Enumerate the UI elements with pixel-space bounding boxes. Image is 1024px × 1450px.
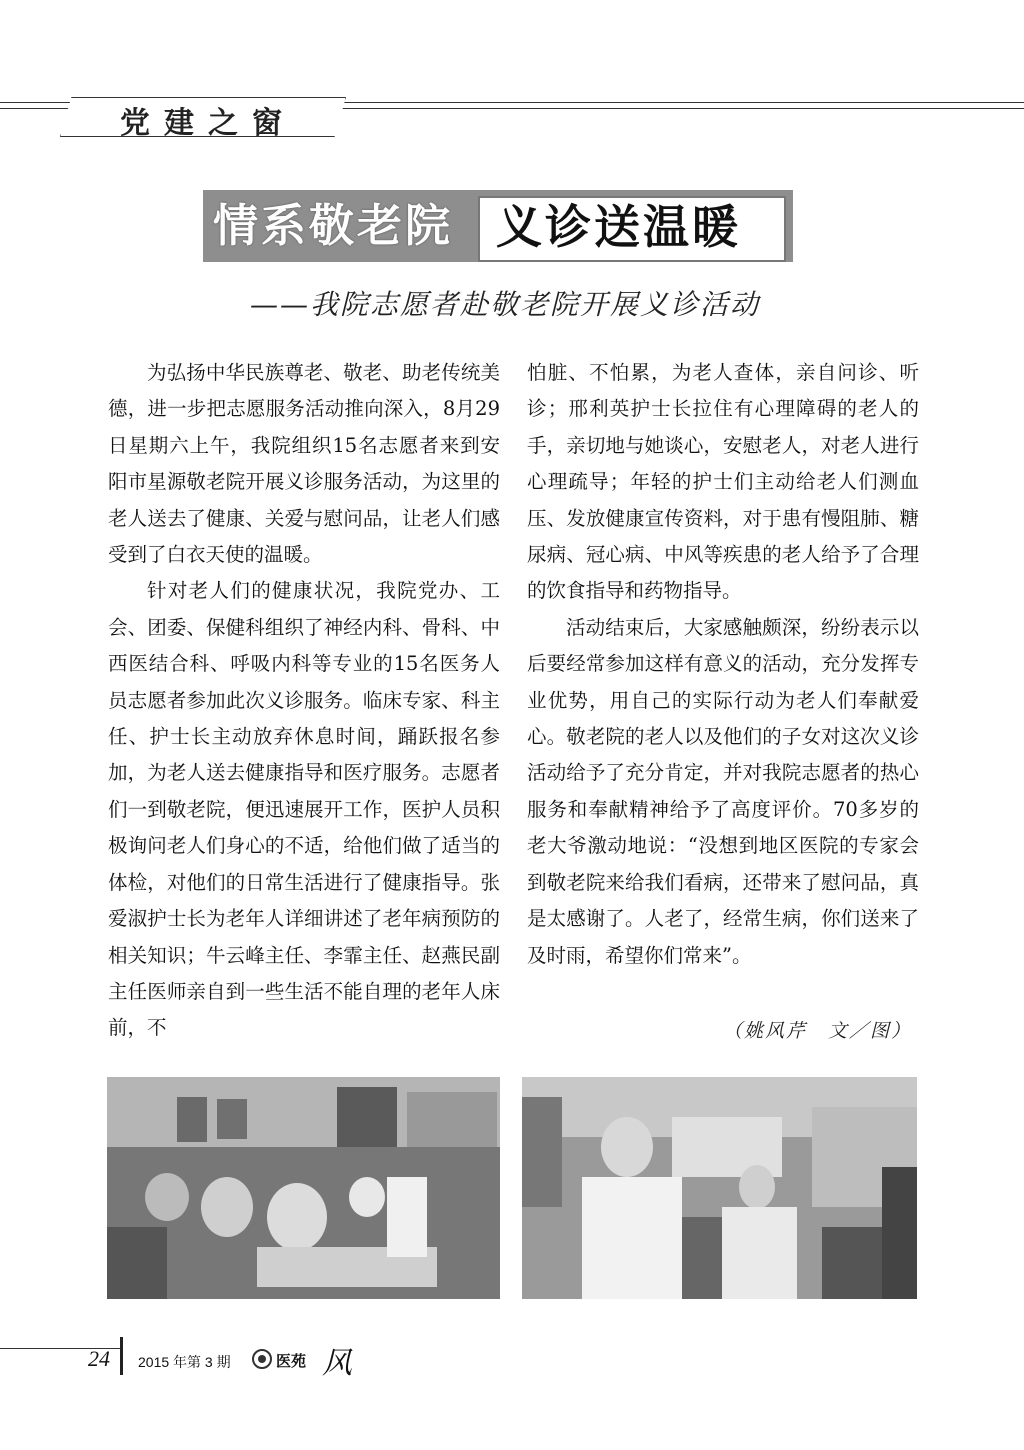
paragraph-continuation: 怕脏、不怕累，为老人查体，亲自问诊、听诊；邢利英护士长拉住有心理障碍的老人的手，亲切地与她谈心，安慰老人，对老人进行心理疏导；年轻的护士们主动给老人们测血压、发放健康宣传资料，对于患有慢阻肺、糖尿病、冠心病、中风等疾患的老人给予了合理的饮食指导和药物指导。 xyxy=(527,361,919,603)
subtitle: ——我院志愿者赴敬老院开展义诊活动 xyxy=(250,288,761,321)
magazine-logo-icon xyxy=(252,1349,272,1369)
title-right: 义诊送温暖 xyxy=(496,200,741,254)
photo-image xyxy=(107,1077,500,1299)
paragraph: 针对老人们的健康状况，我院党办、工会、团委、保健科组织了神经内科、骨科、中西医结合科、呼吸内科等专业的15名医务人员志愿者参加此次义诊服务。临床专家、科主任、护士长主动放弃休息时间，踊跃报名参加，为老人送去健康指导和医疗服务。志愿者们一到敬老院，便迅速展开工作，医护人员积极询问老人们身心的不适，给他们做了适当的体检，对他们的日常生活进行了健康指导。张爱淑护士长为老年人详细讲述了老年病预防的相关知识；牛云峰主任、李霏主任、赵燕民副主任医师亲自到一些生活不能自理的老年人床前，不 xyxy=(108,579,500,1040)
photo-volunteers-at-table xyxy=(107,1077,500,1299)
footer-divider xyxy=(120,1337,123,1375)
article-column-right xyxy=(527,355,919,974)
title-left: 情系敬老院 xyxy=(213,199,454,252)
photo-image xyxy=(522,1077,917,1299)
photo-doctors-in-ward xyxy=(522,1077,917,1299)
byline: （姚风芹 文／图） xyxy=(722,1020,912,1042)
paragraph: 活动结束后，大家感触颇深，纷纷表示以后要经常参加这样有意义的活动，充分发挥专业优势，用自己的实际行动为老人们奉献爱心。敬老院的老人以及他们的子女对这次义诊活动给予了充分肯定，并对我院志愿者的热心服务和奉献精神给予了高度评价。70多岁的老大爷激动地说：“没想到地区医院的专家会到敬老院来给我们看病，还带来了慰问品，真是太感谢了。人老了，经常生病，你们送来了及时雨，希望你们常来”。 xyxy=(527,615,919,967)
page-number: 24 xyxy=(88,1346,110,1371)
section-label: 党建之窗 xyxy=(120,106,296,141)
issue-label: 2015 年第 3 期 xyxy=(138,1354,231,1370)
magazine-name-suffix: 风 xyxy=(322,1346,352,1381)
magazine-name: 医苑 xyxy=(276,1353,307,1370)
article-column-left xyxy=(108,355,500,1047)
paragraph: 为弘扬中华民族尊老、敬老、助老传统美德，进一步把志愿服务活动推向深入，8月29日星期六上午，我院组织15名志愿者来到安阳市星源敬老院开展义诊服务活动，为这里的老人送去了健康、关爱与慰问品，让老人们感受到了白衣天使的温暖。 xyxy=(108,361,500,567)
